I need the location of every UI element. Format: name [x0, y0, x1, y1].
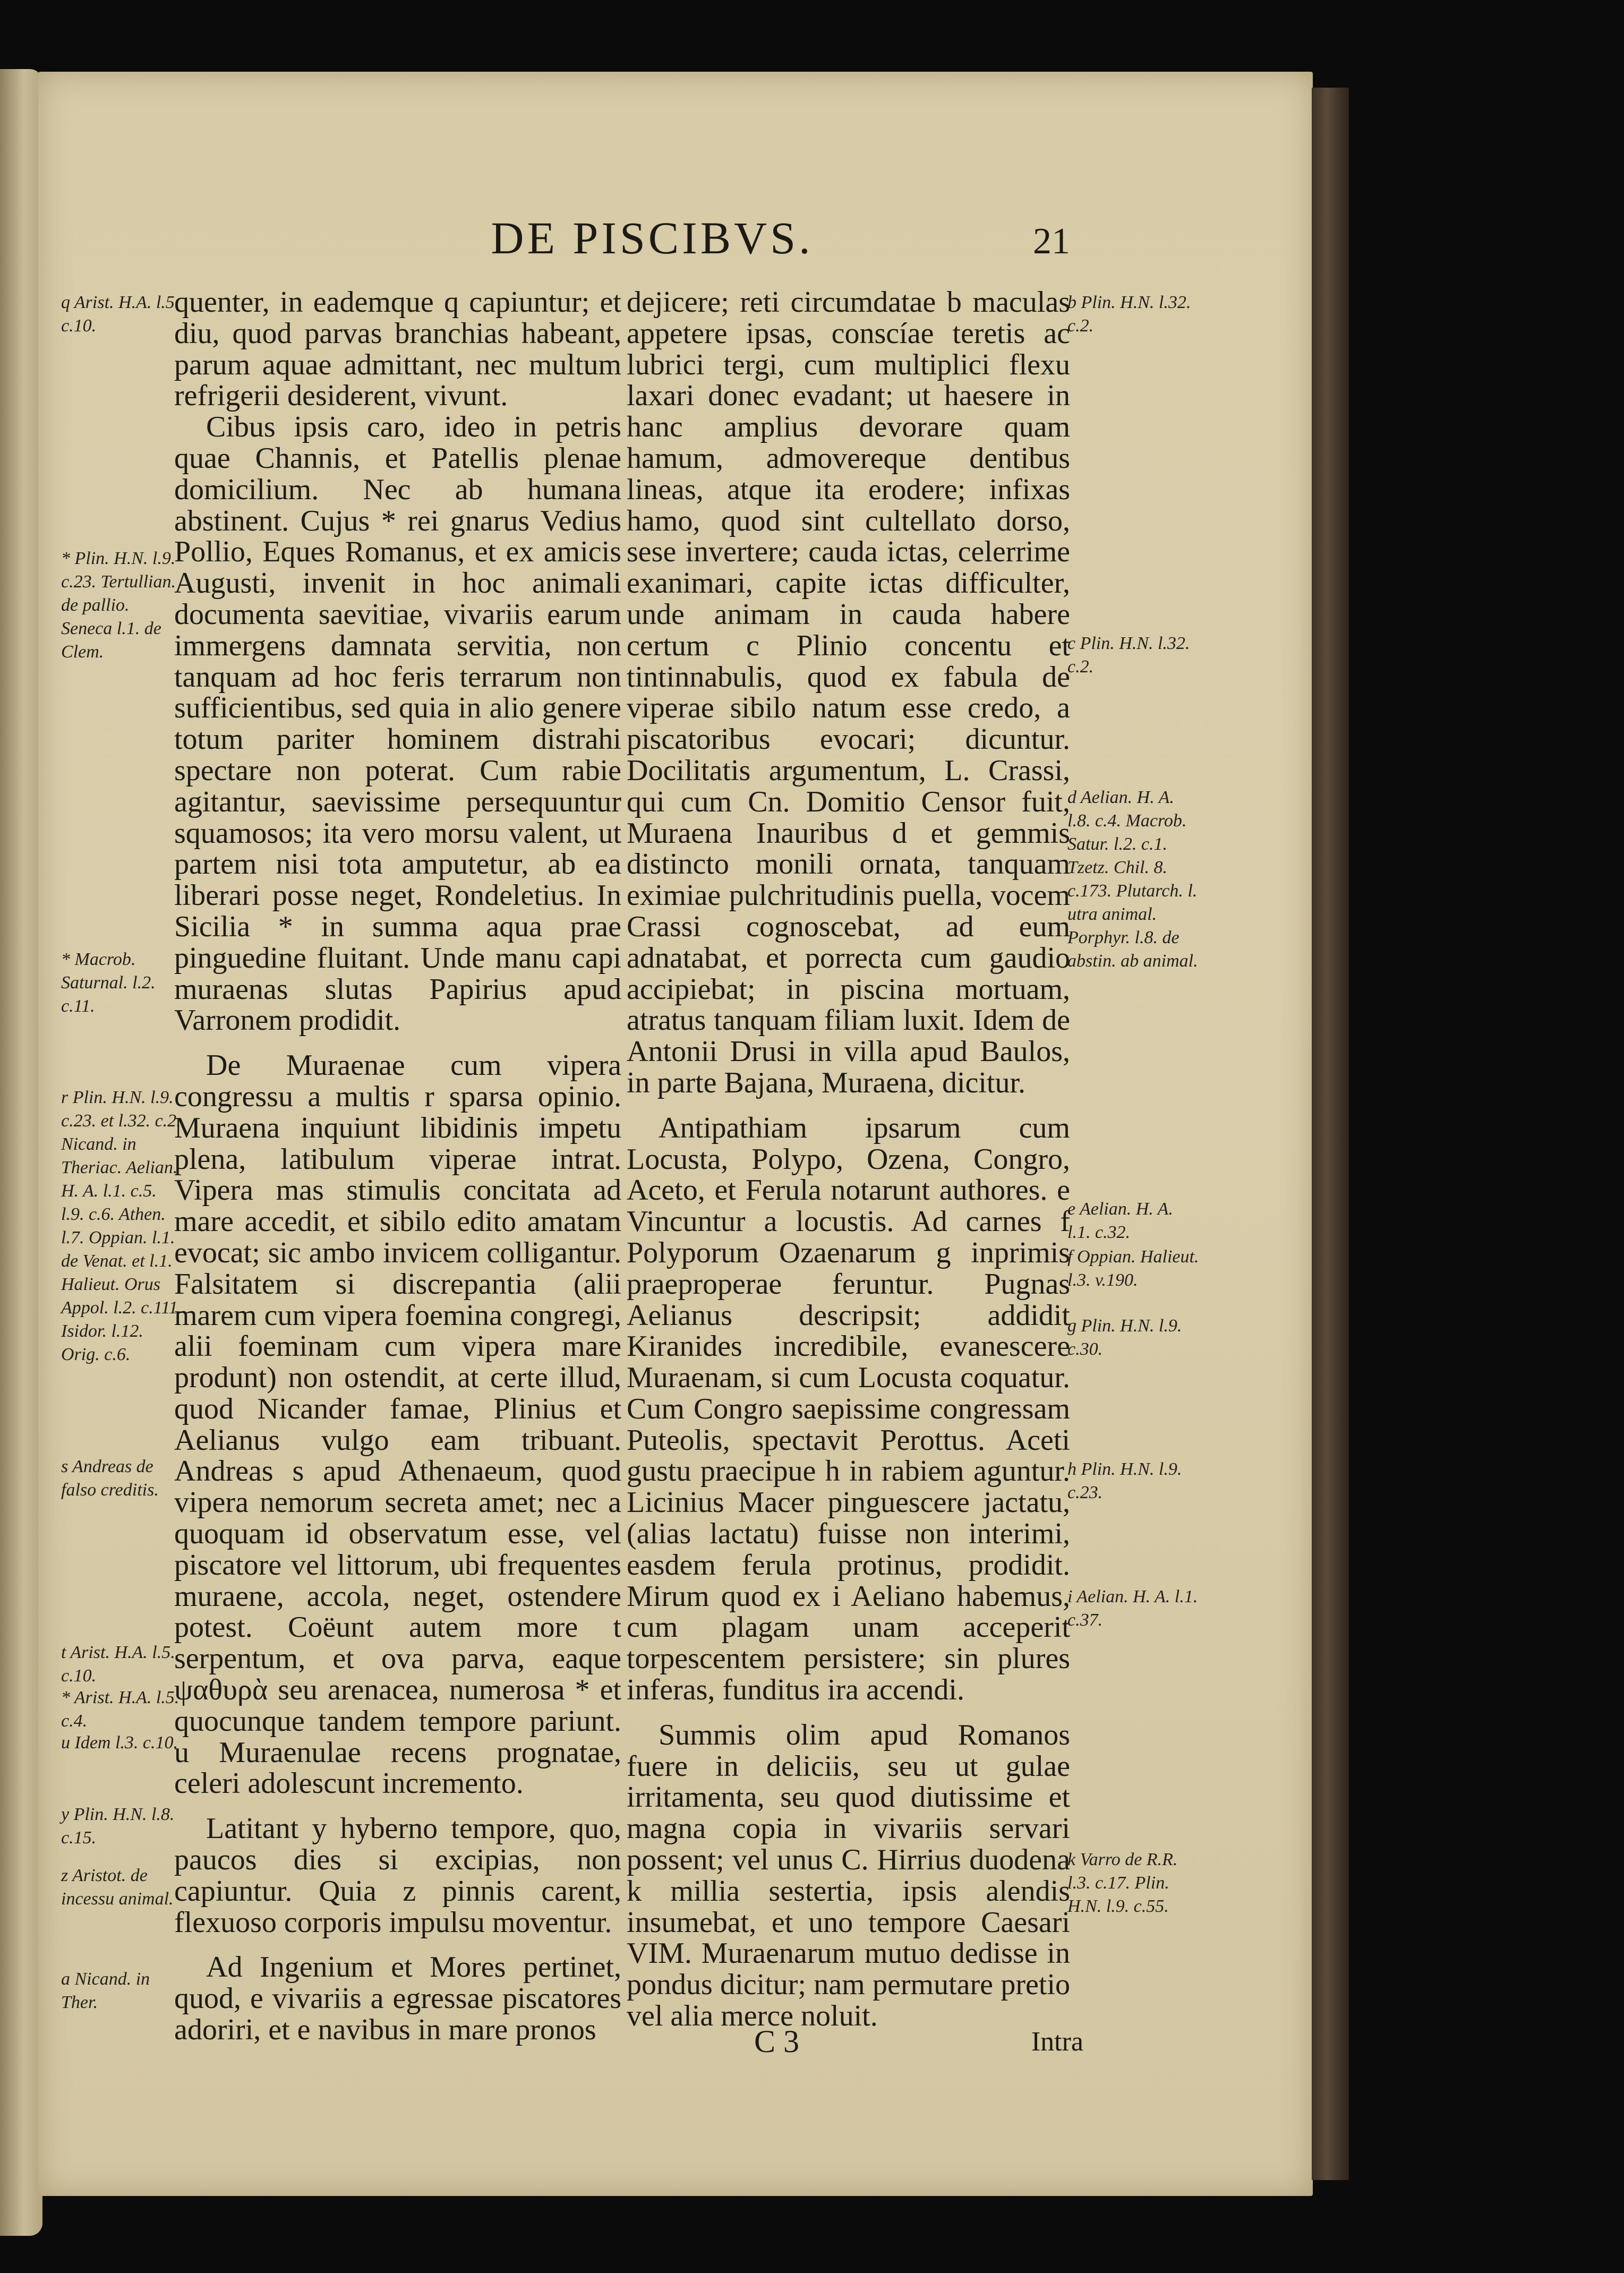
margin-note-left: s Andreas de falso creditis. [61, 1457, 159, 1500]
margin-note-left: z Aristot. de incessu animal. [61, 1866, 174, 1909]
margin-note-left: * Plin. H.N. l.9. c.23. Tertullian. de pallio. Seneca l.1. de Clem. [61, 549, 176, 662]
margin-note-right: c Plin. H.N. l.32. c.2. [1067, 634, 1190, 677]
paragraph: Summis olim apud Romanos fuere in deliciis, seu ut gulae irritamenta, seu quod diutissime et magna copia in vivariis servari possent; vel unus C. Hirrius duodena k millia sestertia, ipsis alendis insumebat, et uno tempore Caesari VIM. Muraenarum mutuo dedisse in pondus dicitur; nam permutare pretio vel alia merce noluit. [627, 1718, 1070, 2033]
catchword: Intra [1031, 2027, 1083, 2057]
margin-note-left: q Arist. H.A. l.5. c.10. [61, 293, 180, 336]
paragraph: De Muraenae cum vipera congressu a multis r sparsa opinio. Muraena inquiunt libidinis impetu plena, latibulum viperae intrat. Vipera mas stimulis concitata ad mare accedit, et sibilo edito amatam evocat; sic ambo invicem colligantur. Falsitatem si discrepantia (alii marem cum vipera foemina congregi, alii foeminam cum vipera mare produnt) non ostendit, at certe illud, quod Nicander famae, Plinius et Aelianus vulgo eam tribuant. Andreas s apud Athenaeum, quod vipera nemorum secreta amet; nec a quoquam id observatum esse, vel piscatore vel littorum, ubi frequentes muraene, accola, neget, ostendere potest. Coëunt autem more t serpentum, et ova parva, eaque ψαθυρὰ seu arenacea, numerosa * et quocunque tandem tempore pariunt. u Muraenulae recens prognatae, celeri adolescunt incremento. [174, 1049, 621, 1800]
running-head-title: DE PISCIBVS. [491, 212, 814, 263]
paragraph: Ad Ingenium et Mores pertinet, quod, e vivariis a egressae piscatores adoriri, et e navibus in mare pronos [174, 1951, 621, 2047]
margin-note-right: f Oppian. Halieut. l.3. v.190. [1067, 1247, 1199, 1290]
margin-note-right: e Aelian. H. A. l.1. c.32. [1067, 1199, 1173, 1242]
paragraph: Cibus ipsis caro, ideo in petris quae Channis, et Patellis plenae domicilium. Nec ab humana abstinent. Cujus * rei gnarus Vedius Pollio, Eques Romanus, et ex amicis Augusti, invenit in hoc animali documenta saevitiae, vivariis earum immergens damnata servitia, non tanquam ad hoc feris terrarum non sufficientibus, sed quia in alio genere totum pariter hominem distrahi spectare non poterat. Cum rabie agitantur, saevissime persequuntur squamosos; ita vero morsu valent, ut partem nisi tota amputetur, ab ea liberari posse neget, Rondeletius. In Sicilia * in summa aqua prae pinguedine fluitant. Unde manu capi muraenas slutas Papirius apud Varronem prodidit. [174, 411, 621, 1037]
margin-note-left: y Plin. H.N. l.8. c.15. [61, 1805, 175, 1848]
paragraph: quenter, in eademque q capiuntur; et diu, quod parvas branchias habeant, parum aquae admittant, nec multum refrigerii desiderent, vivunt. [174, 286, 621, 413]
margin-note-right: b Plin. H.N. l.32. c.2. [1067, 293, 1191, 336]
margin-note-right: i Aelian. H. A. l.1. c.37. [1067, 1587, 1198, 1630]
margin-note-left: a Nicand. in Ther. [61, 1969, 150, 2012]
paragraph: Latitant y hyberno tempore, quo, paucos dies si excipias, non capiuntur. Quia z pinnis carent, flexuoso corporis impulsu moventur. [174, 1812, 621, 1939]
margin-note-left: * Arist. H.A. l.5. c.4. [61, 1688, 180, 1731]
margin-note-right: k Varro de R.R. l.3. c.17. Plin. H.N. l.9. c.55. [1067, 1850, 1178, 1916]
signature-mark: C 3 [754, 2024, 800, 2059]
margin-note-left: u Idem l.3. c.10. [61, 1733, 178, 1753]
facing-page-edge [0, 69, 42, 2236]
page-number: 21 [1033, 221, 1070, 262]
margin-note-left: * Macrob. Saturnal. l.2. c.11. [61, 950, 156, 1016]
margin-note-right: g Plin. H.N. l.9. c.30. [1067, 1316, 1182, 1359]
paragraph: dejicere; reti circumdatae b maculas appetere ipsas, conscíae teretis ac lubrici tergi, cum multiplici flexu laxari donec evadant; ut haesere in hanc amplius devorare quam hamum, admovereque dentibus lineas, atque ita erodere; infixas hamo, quod sint cultellato dorso, sese invertere; cauda ictas, celerrime exanimari, capite ictas difficulter, unde animam in cauda habere certum c Plinio concentu et tintinnabulis, quod ex fabula de viperae sibilo natum esse credo, a piscatoribus evocari; dicuntur. Docilitatis argumentum, L. Crassi, qui cum Cn. Domitio Censor fuit, Muraena Inauribus d et gemmis distincto monili ornata, tanquam eximiae pulchritudinis puella, vocem Crassi cognoscebat, ad eum adnatabat, et porrecta cum gaudio accipiebat; in piscina mortuam, atratus tanquam filiam luxit. Idem de Antonii Drusi in villa apud Baulos, in parte Bajana, Muraena, dicitur. [627, 286, 1070, 1099]
margin-note-left: r Plin. H.N. l.9. c.23. et l.32. c.2. Nicand. in Theriac. Aelian. H. A. l.1. c.5. l.9. c.6. Athen. l.7. Oppian. l.1. de Venat. et l.1. Halieut. Orus Appol. l.2. c.111. Isidor. l.12. Orig. c.6. [61, 1088, 183, 1364]
text-column-right [627, 287, 1070, 2045]
margin-note-right: d Aelian. H. A. l.8. c.4. Macrob. Satur. l.2. c.1. Tzetz. Chil. 8. c.173. Plutarch. l. utra animal. Porphyr. l.8. de abstin. ab animal. [1067, 788, 1198, 971]
text-column-left [174, 287, 621, 2045]
margin-note-left: t Arist. H.A. l.5. c.10. [61, 1643, 175, 1686]
paragraph: Antipathiam ipsarum cum Locusta, Polypo, Ozena, Congro, Aceto, et Ferula notarunt authores. e Vincuntur a locustis. Ad carnes f Polyporum Ozaenarum g inprimis praeproperae feruntur. Pugnas Aelianus descripsit; addidit Kiranides incredibile, evanescere Muraenam, si cum Locusta coquatur. Cum Congro saepissime congressam Puteolis, spectavit Perottus. Aceti gustu praecipue h in rabiem aguntur. Licinius Macer pinguescere jactatu, (alias lactatu) fuisse non interimi, easdem ferula protinus, prodidit. Mirum quod ex i Aeliano habemus, cum plagam unam acceperit torpescentem persistere; sin plures inferas, funditus ira accendi. [627, 1111, 1070, 1707]
margin-note-right: h Plin. H.N. l.9. c.23. [1067, 1459, 1182, 1502]
page-stack-edge [1312, 88, 1349, 2180]
